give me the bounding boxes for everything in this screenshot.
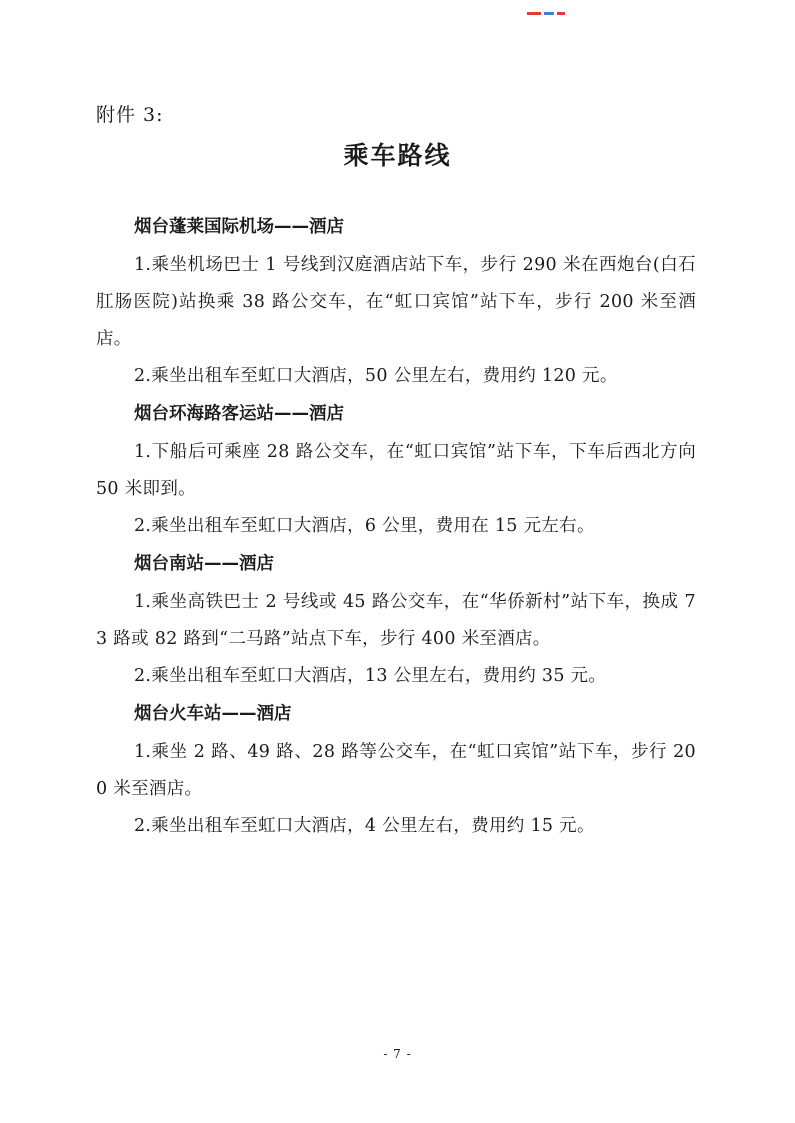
route-paragraph: 2.乘坐出租车至虹口大酒店，13 公里左右，费用约 35 元。 [134, 666, 607, 686]
scan-edge-mark [527, 0, 587, 4]
section-heading: 烟台蓬莱国际机场——酒店 [134, 217, 344, 237]
route-section [96, 208, 696, 395]
route-paragraph: 1.乘坐机场巴士 1 号线到汉庭酒店站下车，步行 290 米在西炮台(白石肛肠医院)站换乘 38 路公交车，在“虹口宾馆”站下车，步行 200 米至酒店。 [96, 255, 696, 349]
route-paragraph: 2.乘坐出租车至虹口大酒店，6 公里，费用在 15 元左右。 [134, 516, 595, 536]
route-section [96, 395, 696, 545]
route-paragraph: 2.乘坐出租车至虹口大酒店，4 公里左右，费用约 15 元。 [134, 816, 595, 836]
route-section [96, 695, 696, 845]
route-paragraph: 1.乘坐高铁巴士 2 号线或 45 路公交车，在“华侨新村”站下车，换成 73 路或 82 路到“二马路”站点下车，步行 400 米至酒店。 [96, 592, 696, 649]
route-paragraph: 2.乘坐出租车至虹口大酒店，50 公里左右，费用约 120 元。 [134, 366, 618, 386]
page-number: - 7 - [383, 1047, 412, 1061]
route-paragraph: 1.下船后可乘座 28 路公交车，在“虹口宾馆”站下车，下车后西北方向 50 米即到。 [96, 442, 696, 499]
page-title: 乘车路线 [343, 141, 452, 170]
route-section [96, 545, 696, 695]
route-paragraph: 1.乘坐 2 路、49 路、28 路等公交车，在“虹口宾馆”站下车，步行 200 米至酒店。 [96, 742, 696, 799]
section-heading: 烟台火车站——酒店 [134, 704, 292, 724]
section-heading: 烟台环海路客运站——酒店 [134, 404, 344, 424]
attachment-label: 附件 3: [96, 104, 164, 126]
section-heading: 烟台南站——酒店 [134, 554, 274, 574]
route-content [96, 208, 696, 845]
